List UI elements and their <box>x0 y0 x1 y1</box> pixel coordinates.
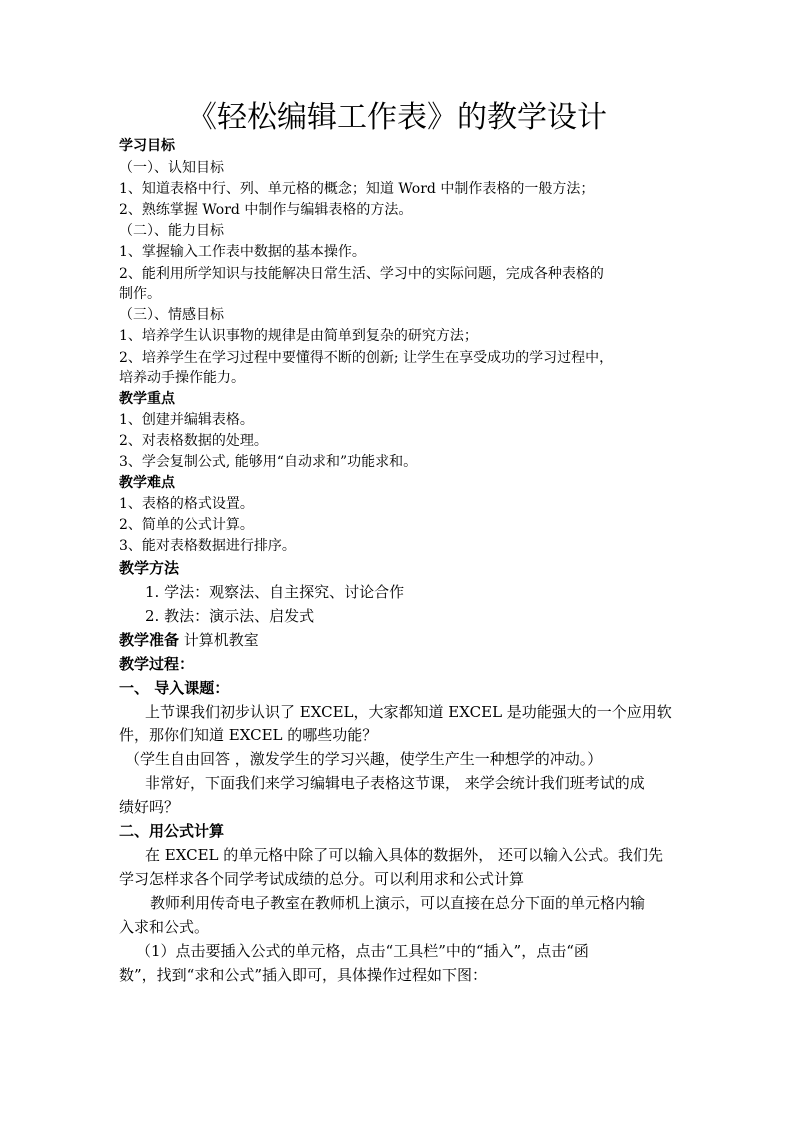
key-point-3: 3、学会复制公式, 能够用“自动求和”功能求和。 <box>119 454 418 470</box>
formula-line-1: 在 EXCEL 的单元格中除了可以输入具体的数据外， 还可以输入公式。我们先 <box>145 846 664 864</box>
cognitive-heading: （一）、认知目标 <box>119 160 224 176</box>
emotion-heading: （三）、情感目标 <box>119 307 224 323</box>
intro-line-5: 绩好吗？ <box>119 798 180 816</box>
preparation-text: 计算机教室 <box>179 631 259 649</box>
cognitive-item-2: 2、熟练掌握 Word 中制作与编辑表格的方法。 <box>119 202 413 218</box>
document-title: 《轻松编辑工作表》的教学设计 <box>187 100 607 135</box>
difficulties-heading: 教学难点 <box>119 475 175 491</box>
emotion-item-2-cont: 培养动手操作能力。 <box>119 370 245 386</box>
ability-item-2-cont: 制作。 <box>119 286 161 302</box>
preparation-heading: 教学准备 <box>119 631 180 649</box>
difficulty-2: 2、简单的公式计算。 <box>119 517 254 533</box>
formula-line-3: 教师利用传奇电子教室在教师机上演示，可以直接在总分下面的单元格内输 <box>150 894 646 912</box>
intro-line-1: 上节课我们初步认识了 EXCEL，大家都知道 EXCEL 是功能强大的一个应用软 <box>145 703 672 721</box>
formula-line-5: （1）点击要插入公式的单元格，点击“工具栏”中的“插入”，点击“函 <box>136 942 589 960</box>
preparation-line <box>119 629 259 651</box>
intro-line-3: （学生自由回答 ，激发学生的学习兴趣，使学生产生一种想学的冲动。） <box>125 750 603 768</box>
key-point-1: 1、创建并编辑表格。 <box>119 412 254 428</box>
ability-item-2: 2、能利用所学知识与技能解决日常生活、学习中的实际问题，完成各种表格的 <box>119 266 604 282</box>
ability-item-1: 1、掌握输入工作表中数据的基本操作。 <box>119 244 366 260</box>
formula-line-6: 数”，找到“求和公式”插入即可，具体操作过程如下图： <box>119 966 488 984</box>
formula-heading: 二、用公式计算 <box>119 822 225 840</box>
formula-line-2: 学习怎样求各个同学考试成绩的总分。可以利用求和公式计算 <box>119 870 525 888</box>
objectives-heading: 学习目标 <box>119 138 175 154</box>
key-points-heading: 教学重点 <box>119 391 175 407</box>
intro-line-2: 件，那你们知道 EXCEL 的哪些功能？ <box>119 726 378 744</box>
cognitive-item-1: 1、知道表格中行、列、单元格的概念；知道 Word 中制作表格的一般方法； <box>119 181 595 197</box>
key-point-2: 2、对表格数据的处理。 <box>119 433 268 449</box>
process-heading: 教学过程： <box>119 655 195 673</box>
emotion-item-1: 1、培养学生认识事物的规律是由简单到复杂的研究方法； <box>119 328 478 344</box>
difficulty-1: 1、表格的格式设置。 <box>119 496 254 512</box>
intro-line-4: 非常好，下面我们来学习编辑电子表格这节课， 来学会统计我们班考试的成 <box>145 774 645 792</box>
method-1: 1. 学法：观察法、自主探究、讨论合作 <box>145 583 405 601</box>
formula-line-4: 入求和公式。 <box>119 918 210 936</box>
method-2: 2. 教法：演示法、启发式 <box>145 607 315 625</box>
emotion-item-2: 2、培养学生在学习过程中要懂得不断的创新; 让学生在享受成功的学习过程中， <box>119 350 614 366</box>
methods-heading: 教学方法 <box>119 559 180 577</box>
ability-heading: （二）、能力目标 <box>119 223 224 239</box>
difficulty-3: 3、能对表格数据进行排序。 <box>119 538 296 554</box>
intro-heading: 一、 导入课题： <box>119 679 230 697</box>
